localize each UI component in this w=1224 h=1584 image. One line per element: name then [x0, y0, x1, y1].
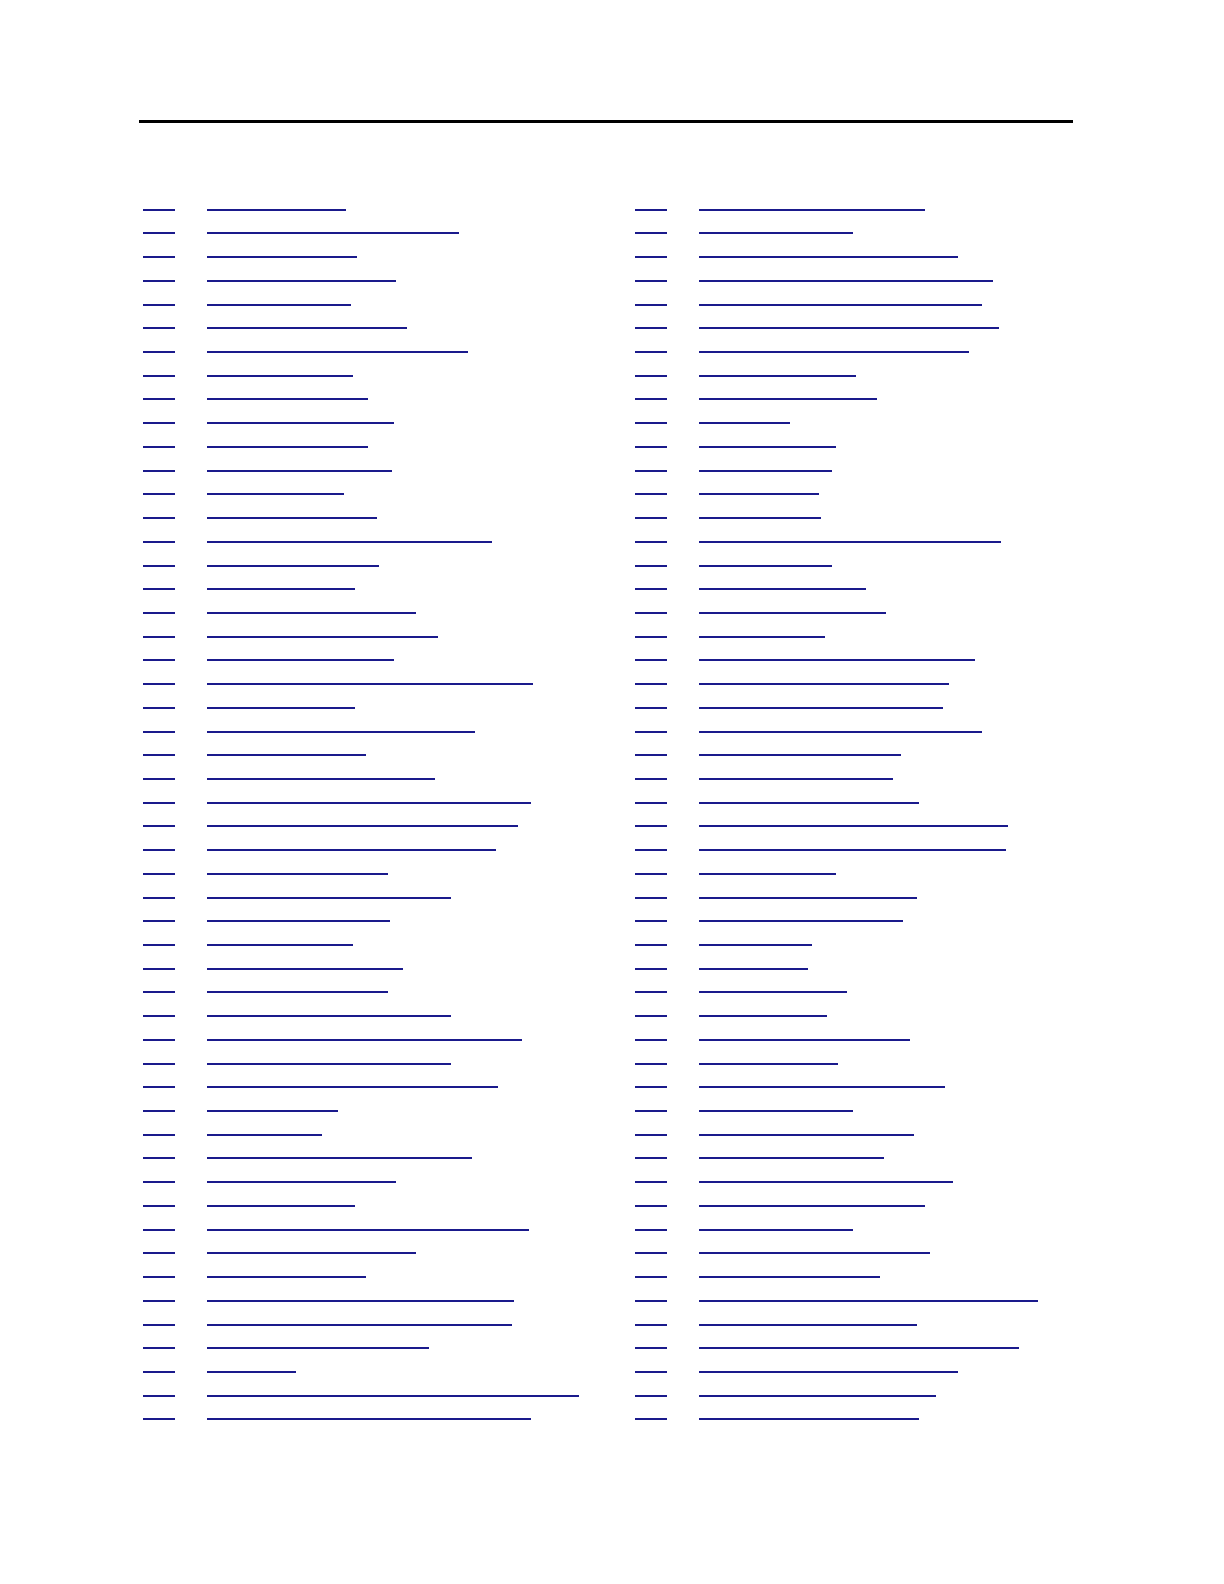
entry-number-link[interactable] — [143, 1015, 175, 1017]
entry-title-link[interactable] — [699, 1347, 1019, 1349]
entry-title-link[interactable] — [699, 1252, 930, 1254]
entry-title-link[interactable] — [699, 1015, 827, 1017]
entry-number-link[interactable] — [143, 1110, 175, 1112]
entry-number-link[interactable] — [143, 1229, 175, 1231]
entry-title-link[interactable] — [207, 1039, 522, 1041]
entry-title-link[interactable] — [207, 280, 396, 282]
entry-title-link[interactable] — [699, 1229, 853, 1231]
entry-number-link[interactable] — [143, 612, 175, 614]
entry-title-link[interactable] — [207, 1157, 472, 1159]
entry-title-link[interactable] — [699, 802, 919, 804]
entry-number-link[interactable] — [143, 493, 175, 495]
entry-number-link[interactable] — [143, 1324, 175, 1326]
entry-number-link[interactable] — [635, 1324, 667, 1326]
entry-title-link[interactable] — [699, 565, 832, 567]
entry-number-link[interactable] — [143, 256, 175, 258]
entry-title-link[interactable] — [207, 517, 377, 519]
entry-title-link[interactable] — [207, 493, 344, 495]
entry-title-link[interactable] — [207, 1300, 514, 1302]
entry-number-link[interactable] — [635, 541, 667, 543]
entry-number-link[interactable] — [143, 825, 175, 827]
entry-title-link[interactable] — [207, 778, 435, 780]
entry-title-link[interactable] — [699, 873, 836, 875]
entry-number-link[interactable] — [143, 991, 175, 993]
entry-title-link[interactable] — [207, 327, 407, 329]
entry-title-link[interactable] — [699, 825, 1008, 827]
entry-number-link[interactable] — [635, 1276, 667, 1278]
entry-title-link[interactable] — [699, 232, 853, 234]
entry-title-link[interactable] — [207, 754, 366, 756]
entry-title-link[interactable] — [207, 375, 353, 377]
entry-title-link[interactable] — [699, 1205, 925, 1207]
entry-title-link[interactable] — [207, 991, 388, 993]
entry-number-link[interactable] — [635, 232, 667, 234]
entry-title-link[interactable] — [207, 849, 496, 851]
entry-number-link[interactable] — [143, 1086, 175, 1088]
entry-title-link[interactable] — [699, 398, 877, 400]
entry-title-link[interactable] — [207, 232, 459, 234]
entry-number-link[interactable] — [635, 1086, 667, 1088]
entry-number-link[interactable] — [143, 707, 175, 709]
entry-number-link[interactable] — [635, 398, 667, 400]
entry-number-link[interactable] — [143, 280, 175, 282]
entry-title-link[interactable] — [207, 1371, 296, 1373]
entry-title-link[interactable] — [699, 731, 982, 733]
entry-title-link[interactable] — [699, 304, 982, 306]
entry-number-link[interactable] — [635, 470, 667, 472]
entry-title-link[interactable] — [207, 209, 346, 211]
entry-title-link[interactable] — [699, 209, 925, 211]
entry-title-link[interactable] — [699, 1181, 953, 1183]
entry-number-link[interactable] — [143, 422, 175, 424]
entry-number-link[interactable] — [143, 1252, 175, 1254]
entry-title-link[interactable] — [699, 541, 1001, 543]
entry-number-link[interactable] — [143, 636, 175, 638]
entry-title-link[interactable] — [207, 920, 390, 922]
entry-number-link[interactable] — [143, 731, 175, 733]
entry-number-link[interactable] — [635, 873, 667, 875]
entry-number-link[interactable] — [143, 446, 175, 448]
entry-title-link[interactable] — [699, 470, 832, 472]
entry-number-link[interactable] — [143, 944, 175, 946]
entry-title-link[interactable] — [699, 659, 975, 661]
entry-number-link[interactable] — [635, 493, 667, 495]
entry-title-link[interactable] — [699, 1324, 917, 1326]
entry-title-link[interactable] — [207, 1205, 355, 1207]
entry-title-link[interactable] — [699, 849, 1006, 851]
entry-title-link[interactable] — [207, 1347, 429, 1349]
entry-title-link[interactable] — [207, 256, 357, 258]
entry-number-link[interactable] — [143, 1300, 175, 1302]
entry-title-link[interactable] — [207, 944, 353, 946]
entry-title-link[interactable] — [207, 588, 355, 590]
entry-number-link[interactable] — [635, 565, 667, 567]
entry-title-link[interactable] — [207, 1134, 322, 1136]
entry-number-link[interactable] — [143, 920, 175, 922]
entry-number-link[interactable] — [143, 659, 175, 661]
entry-number-link[interactable] — [143, 209, 175, 211]
entry-number-link[interactable] — [143, 1276, 175, 1278]
entry-number-link[interactable] — [635, 920, 667, 922]
entry-number-link[interactable] — [143, 1418, 175, 1420]
entry-number-link[interactable] — [635, 351, 667, 353]
entry-title-link[interactable] — [699, 327, 999, 329]
entry-number-link[interactable] — [635, 517, 667, 519]
entry-title-link[interactable] — [207, 968, 403, 970]
entry-number-link[interactable] — [635, 1205, 667, 1207]
entry-number-link[interactable] — [635, 256, 667, 258]
entry-title-link[interactable] — [207, 351, 468, 353]
entry-number-link[interactable] — [635, 446, 667, 448]
entry-number-link[interactable] — [143, 1347, 175, 1349]
entry-number-link[interactable] — [635, 1252, 667, 1254]
entry-title-link[interactable] — [699, 636, 825, 638]
entry-number-link[interactable] — [143, 1205, 175, 1207]
entry-title-link[interactable] — [699, 897, 917, 899]
entry-title-link[interactable] — [207, 565, 379, 567]
entry-number-link[interactable] — [143, 683, 175, 685]
entry-title-link[interactable] — [207, 1181, 396, 1183]
entry-number-link[interactable] — [635, 897, 667, 899]
entry-title-link[interactable] — [207, 470, 392, 472]
entry-number-link[interactable] — [635, 1181, 667, 1183]
entry-number-link[interactable] — [635, 209, 667, 211]
entry-title-link[interactable] — [699, 1110, 853, 1112]
entry-title-link[interactable] — [699, 1086, 945, 1088]
entry-title-link[interactable] — [699, 944, 812, 946]
entry-title-link[interactable] — [699, 707, 943, 709]
entry-title-link[interactable] — [699, 588, 866, 590]
entry-number-link[interactable] — [143, 1039, 175, 1041]
entry-title-link[interactable] — [207, 659, 394, 661]
entry-title-link[interactable] — [699, 1063, 838, 1065]
entry-number-link[interactable] — [143, 588, 175, 590]
entry-number-link[interactable] — [143, 351, 175, 353]
entry-number-link[interactable] — [635, 802, 667, 804]
entry-number-link[interactable] — [635, 849, 667, 851]
entry-number-link[interactable] — [635, 1371, 667, 1373]
entry-number-link[interactable] — [635, 825, 667, 827]
entry-title-link[interactable] — [207, 873, 388, 875]
entry-title-link[interactable] — [207, 1086, 498, 1088]
entry-title-link[interactable] — [699, 517, 821, 519]
entry-number-link[interactable] — [635, 1063, 667, 1065]
entry-number-link[interactable] — [635, 280, 667, 282]
entry-number-link[interactable] — [635, 944, 667, 946]
entry-title-link[interactable] — [207, 825, 518, 827]
entry-number-link[interactable] — [635, 778, 667, 780]
entry-title-link[interactable] — [699, 612, 886, 614]
entry-title-link[interactable] — [207, 398, 368, 400]
entry-number-link[interactable] — [635, 1134, 667, 1136]
entry-number-link[interactable] — [143, 897, 175, 899]
entry-title-link[interactable] — [699, 375, 856, 377]
entry-number-link[interactable] — [635, 636, 667, 638]
entry-number-link[interactable] — [143, 1371, 175, 1373]
header-rule — [139, 120, 1073, 123]
entry-number-link[interactable] — [635, 683, 667, 685]
entry-title-link[interactable] — [207, 731, 475, 733]
entry-number-link[interactable] — [143, 1181, 175, 1183]
entry-number-link[interactable] — [635, 304, 667, 306]
entry-number-link[interactable] — [143, 1395, 175, 1397]
entry-number-link[interactable] — [635, 1418, 667, 1420]
entry-number-link[interactable] — [143, 754, 175, 756]
entry-title-link[interactable] — [699, 1039, 910, 1041]
entry-title-link[interactable] — [207, 897, 451, 899]
entry-number-link[interactable] — [143, 849, 175, 851]
entry-title-link[interactable] — [699, 1300, 1038, 1302]
entry-title-link[interactable] — [207, 1395, 579, 1397]
entry-number-link[interactable] — [143, 327, 175, 329]
entry-title-link[interactable] — [207, 802, 531, 804]
entry-title-link[interactable] — [699, 991, 847, 993]
entry-number-link[interactable] — [143, 873, 175, 875]
entry-title-link[interactable] — [699, 256, 958, 258]
entry-number-link[interactable] — [143, 1157, 175, 1159]
entry-number-link[interactable] — [143, 1063, 175, 1065]
entry-number-link[interactable] — [143, 470, 175, 472]
entry-title-link[interactable] — [207, 304, 351, 306]
entry-title-link[interactable] — [699, 1276, 880, 1278]
entry-title-link[interactable] — [207, 541, 492, 543]
entry-title-link[interactable] — [699, 683, 949, 685]
entry-title-link[interactable] — [207, 683, 533, 685]
entry-title-link[interactable] — [699, 1157, 884, 1159]
entry-number-link[interactable] — [143, 802, 175, 804]
entry-number-link[interactable] — [143, 304, 175, 306]
entry-title-link[interactable] — [207, 612, 416, 614]
entry-number-link[interactable] — [143, 375, 175, 377]
entry-title-link[interactable] — [699, 1371, 958, 1373]
entry-title-link[interactable] — [207, 636, 438, 638]
entry-title-link[interactable] — [699, 1418, 919, 1420]
entry-title-link[interactable] — [699, 493, 819, 495]
entry-title-link[interactable] — [699, 351, 969, 353]
entry-number-link[interactable] — [143, 778, 175, 780]
entry-title-link[interactable] — [699, 1134, 914, 1136]
entry-title-link[interactable] — [699, 754, 901, 756]
entry-title-link[interactable] — [699, 422, 790, 424]
entry-title-link[interactable] — [207, 1324, 512, 1326]
entry-title-link[interactable] — [207, 1276, 366, 1278]
entry-number-link[interactable] — [635, 327, 667, 329]
entry-number-link[interactable] — [635, 1229, 667, 1231]
entry-number-link[interactable] — [635, 707, 667, 709]
entry-title-link[interactable] — [207, 422, 394, 424]
entry-title-link[interactable] — [699, 280, 993, 282]
entry-number-link[interactable] — [143, 968, 175, 970]
entry-number-link[interactable] — [635, 1039, 667, 1041]
entry-title-link[interactable] — [699, 778, 893, 780]
entry-title-link[interactable] — [699, 920, 903, 922]
entry-number-link[interactable] — [635, 754, 667, 756]
entry-number-link[interactable] — [635, 1157, 667, 1159]
entry-title-link[interactable] — [699, 968, 808, 970]
entry-title-link[interactable] — [699, 1395, 936, 1397]
entry-number-link[interactable] — [635, 375, 667, 377]
entry-number-link[interactable] — [635, 968, 667, 970]
entry-title-link[interactable] — [207, 707, 355, 709]
entry-title-link[interactable] — [207, 1110, 338, 1112]
entry-number-link[interactable] — [143, 565, 175, 567]
entry-number-link[interactable] — [635, 1110, 667, 1112]
entry-number-link[interactable] — [635, 731, 667, 733]
entry-title-link[interactable] — [207, 1015, 451, 1017]
entry-title-link[interactable] — [207, 446, 368, 448]
entry-number-link[interactable] — [143, 517, 175, 519]
entry-number-link[interactable] — [143, 398, 175, 400]
entry-title-link[interactable] — [207, 1063, 451, 1065]
entry-number-link[interactable] — [143, 1134, 175, 1136]
entry-number-link[interactable] — [635, 1300, 667, 1302]
entry-number-link[interactable] — [635, 588, 667, 590]
entry-number-link[interactable] — [635, 1347, 667, 1349]
entry-number-link[interactable] — [635, 422, 667, 424]
entry-number-link[interactable] — [143, 232, 175, 234]
entry-title-link[interactable] — [207, 1418, 531, 1420]
entry-title-link[interactable] — [207, 1229, 529, 1231]
entry-title-link[interactable] — [207, 1252, 416, 1254]
entry-number-link[interactable] — [635, 1395, 667, 1397]
entry-number-link[interactable] — [143, 541, 175, 543]
entry-number-link[interactable] — [635, 659, 667, 661]
entry-number-link[interactable] — [635, 1015, 667, 1017]
entry-number-link[interactable] — [635, 991, 667, 993]
entry-number-link[interactable] — [635, 612, 667, 614]
entry-title-link[interactable] — [699, 446, 836, 448]
